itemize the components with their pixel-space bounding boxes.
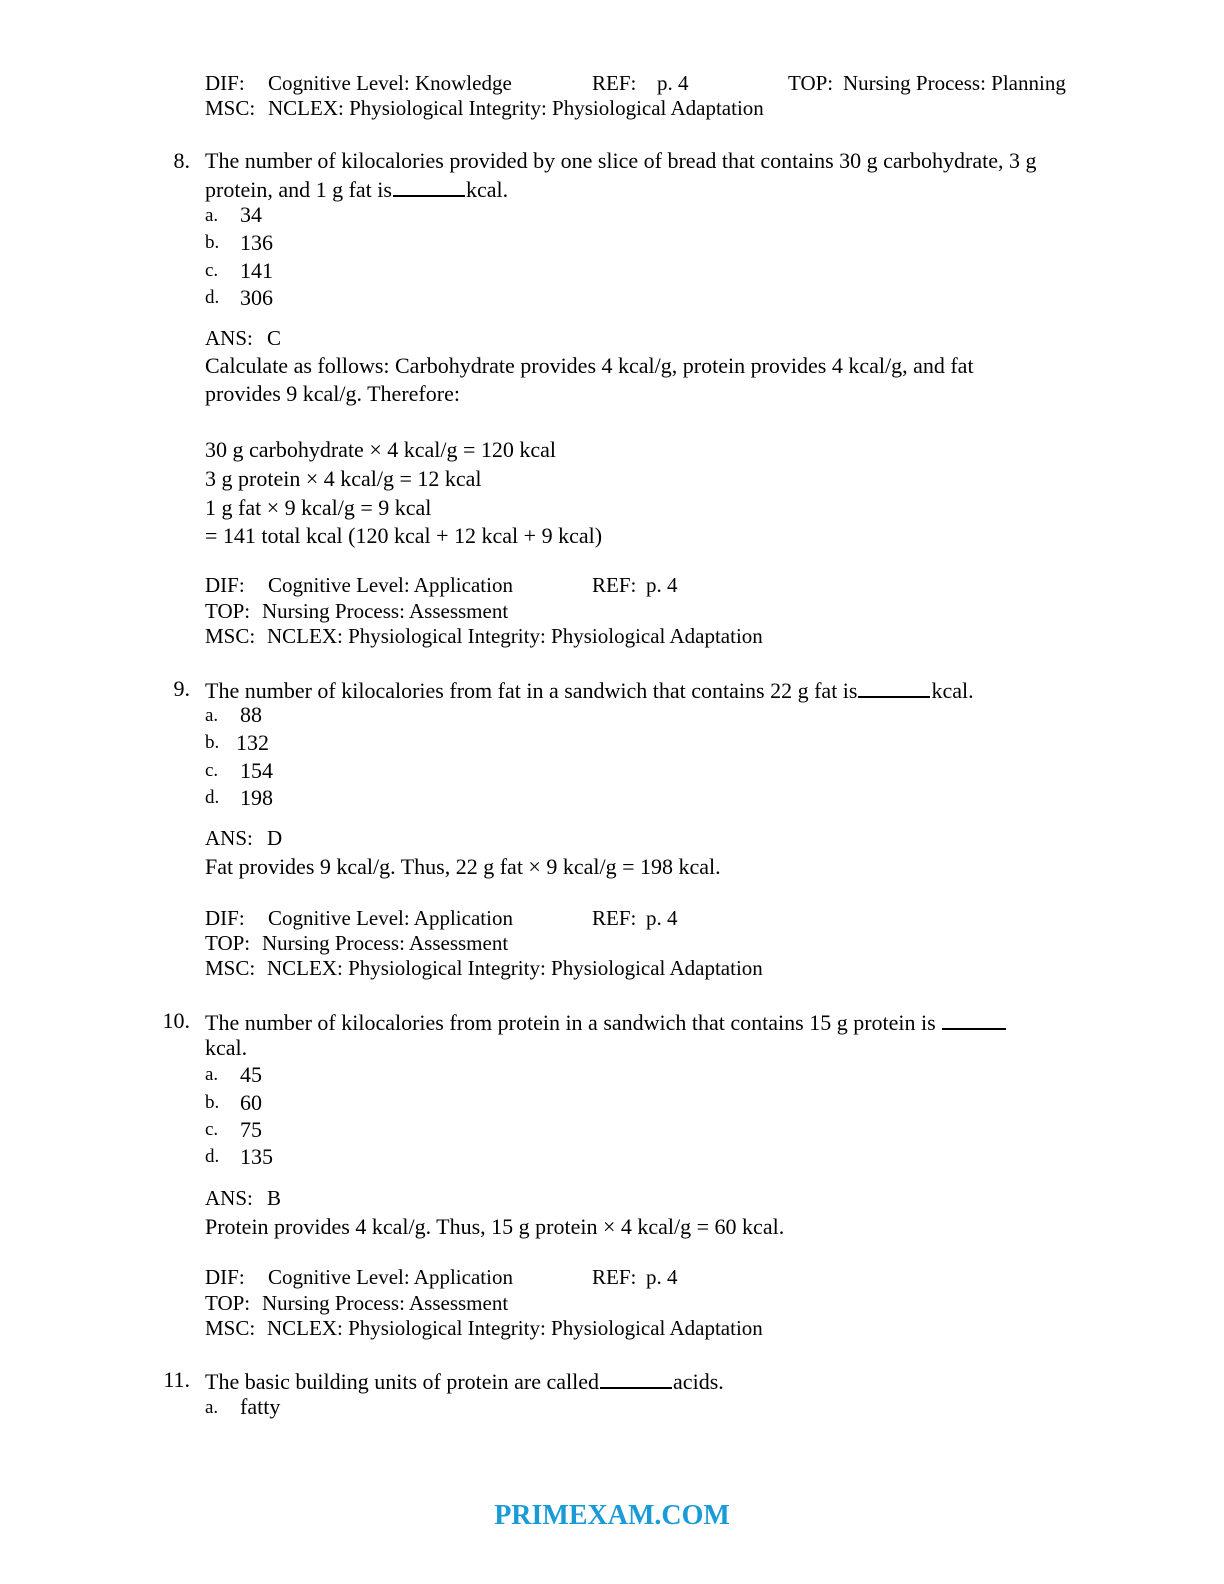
meta-dif: Cognitive Level: Knowledge xyxy=(268,71,512,95)
meta-top: Nursing Process: Assessment xyxy=(262,1291,509,1315)
meta-top-label: TOP: xyxy=(205,1291,251,1315)
option-letter: a. xyxy=(205,1397,219,1418)
rationale: Fat provides 9 kcal/g. Thus, 22 g fat × 9 kcal/g = 198 kcal. xyxy=(205,854,721,879)
meta-top: Nursing Process: Planning xyxy=(843,71,1066,95)
option-text: 306 xyxy=(240,285,273,310)
rationale: Calculate as follows: Carbohydrate provides 4 kcal/g, protein provides 4 kcal/g, and fat xyxy=(205,353,974,378)
option-letter: a. xyxy=(205,1064,219,1085)
meta-dif-label: DIF: xyxy=(205,1265,245,1289)
meta-ref: p. 4 xyxy=(646,573,678,597)
answer-blank xyxy=(942,1010,1006,1030)
ans-value: B xyxy=(267,1186,282,1210)
meta-ref-label: REF: xyxy=(592,573,637,597)
option-letter: d. xyxy=(205,287,220,308)
meta-ref-label: REF: xyxy=(592,71,637,95)
option-text: 135 xyxy=(240,1144,273,1169)
meta-top-label: TOP: xyxy=(205,599,251,623)
meta-dif: Cognitive Level: Application xyxy=(268,906,513,930)
meta-dif: Cognitive Level: Application xyxy=(268,1265,513,1289)
option-letter: b. xyxy=(205,1092,220,1113)
stem-text: kcal. xyxy=(465,177,509,202)
ans-label: ANS: xyxy=(205,326,253,350)
meta-top: Nursing Process: Assessment xyxy=(262,931,509,955)
stem-text: protein, and 1 g fat is xyxy=(205,177,392,202)
question-stem-line2 xyxy=(205,177,508,201)
meta-dif: Cognitive Level: Application xyxy=(268,573,513,597)
option-letter: d. xyxy=(205,787,220,808)
calc-line: 30 g carbohydrate × 4 kcal/g = 120 kcal xyxy=(205,437,557,462)
meta-msc: NCLEX: Physiological Integrity: Physiological Adaptation xyxy=(267,956,763,980)
option-letter: d. xyxy=(205,1146,220,1167)
question-stem-line2: kcal. xyxy=(205,1035,248,1060)
meta-msc-label: MSC: xyxy=(205,624,256,648)
option-text: 141 xyxy=(240,258,273,283)
question-number: 9. xyxy=(173,676,190,701)
question-stem xyxy=(205,1369,724,1393)
question-number: 10. xyxy=(162,1008,190,1033)
question-stem: The number of kilocalories provided by one slice of bread that contains 30 g carbohydrate, 3 g xyxy=(205,148,1037,173)
meta-msc-label: MSC: xyxy=(205,96,256,120)
question-number: 8. xyxy=(173,148,190,173)
rationale: Protein provides 4 kcal/g. Thus, 15 g protein × 4 kcal/g = 60 kcal. xyxy=(205,1214,785,1239)
meta-ref-label: REF: xyxy=(592,906,637,930)
ans-label: ANS: xyxy=(205,826,253,850)
stem-text: The number of kilocalories from fat in a sandwich that contains 22 g fat is xyxy=(205,678,858,703)
option-letter: c. xyxy=(205,760,219,781)
option-letter: a. xyxy=(205,705,219,726)
meta-msc: NCLEX: Physiological Integrity: Physiological Adaptation xyxy=(268,96,764,120)
meta-ref-label: REF: xyxy=(592,1265,637,1289)
option-text: 154 xyxy=(240,758,273,783)
meta-ref: p. 4 xyxy=(646,906,678,930)
meta-msc-label: MSC: xyxy=(205,1316,256,1340)
option-letter: b. xyxy=(205,732,220,753)
option-text: 75 xyxy=(240,1117,262,1142)
meta-top: Nursing Process: Assessment xyxy=(262,599,509,623)
answer-blank xyxy=(600,1369,672,1389)
stem-text: acids. xyxy=(673,1369,724,1394)
option-text: 45 xyxy=(240,1062,262,1087)
ans-value: D xyxy=(267,826,283,850)
calc-line: 1 g fat × 9 kcal/g = 9 kcal xyxy=(205,495,432,520)
meta-msc-label: MSC: xyxy=(205,956,256,980)
meta-ref: p. 4 xyxy=(646,1265,678,1289)
option-text: 34 xyxy=(240,202,262,227)
meta-dif-label: DIF: xyxy=(205,573,245,597)
question-number: 11. xyxy=(163,1367,190,1392)
answer-blank xyxy=(858,678,930,698)
meta-dif-label: DIF: xyxy=(205,906,245,930)
rationale: provides 9 kcal/g. Therefore: xyxy=(205,381,460,406)
question-stem xyxy=(205,678,974,702)
ans-label: ANS: xyxy=(205,1186,253,1210)
stem-text: The number of kilocalories from protein in a sandwich that contains 15 g protein is xyxy=(205,1010,936,1035)
option-text: 198 xyxy=(240,785,273,810)
question-stem xyxy=(205,1010,1007,1034)
option-letter: a. xyxy=(205,205,219,226)
calc-line: = 141 total kcal (120 kcal + 12 kcal + 9 kcal) xyxy=(205,523,603,548)
option-text: 60 xyxy=(240,1090,262,1115)
meta-msc: NCLEX: Physiological Integrity: Physiological Adaptation xyxy=(267,624,763,648)
meta-top-label: TOP: xyxy=(205,931,251,955)
option-text: fatty xyxy=(240,1394,281,1419)
footer-watermark: PRIMEXAM.COM xyxy=(494,1500,730,1531)
option-letter: b. xyxy=(205,232,220,253)
option-text: 136 xyxy=(240,230,273,255)
meta-dif-label: DIF: xyxy=(205,71,245,95)
meta-ref: p. 4 xyxy=(657,71,689,95)
calc-line: 3 g protein × 4 kcal/g = 12 kcal xyxy=(205,466,482,491)
meta-msc: NCLEX: Physiological Integrity: Physiological Adaptation xyxy=(267,1316,763,1340)
stem-text: The basic building units of protein are called xyxy=(205,1369,600,1394)
meta-top-label: TOP: xyxy=(788,71,834,95)
stem-text: kcal. xyxy=(931,678,974,703)
option-letter: c. xyxy=(205,1119,219,1140)
option-letter: c. xyxy=(205,260,219,281)
option-text: 88 xyxy=(240,702,262,727)
ans-value: C xyxy=(267,326,282,350)
option-text: 132 xyxy=(236,730,269,755)
answer-blank xyxy=(393,177,465,197)
